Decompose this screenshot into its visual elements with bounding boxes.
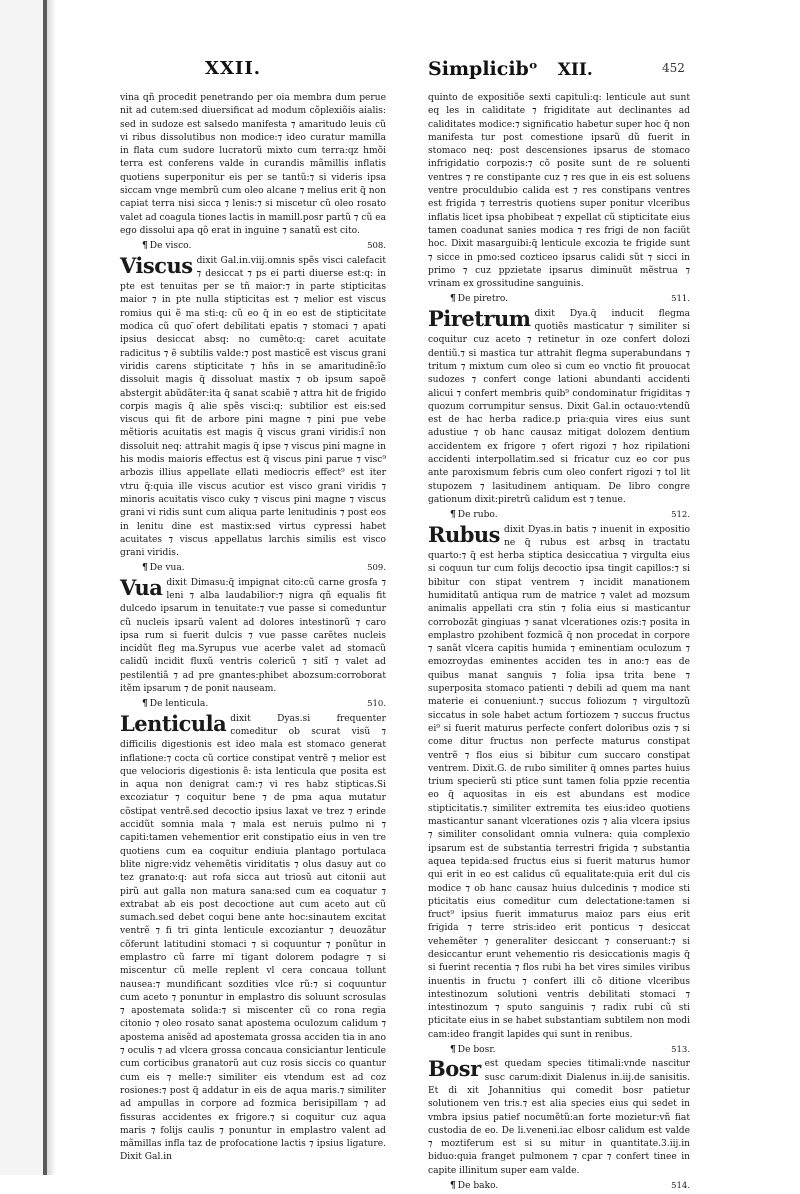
entry-heading: De lenticula. [149,699,209,710]
pilcrow-icon: ¶ [142,240,148,252]
entry-text: dixit Dyas.si frequenter comeditur ob scurat visũ ⁊ difficilis digestionis est ideo mala est stomaco generat inflatione:⁊ cocta cũ cortice constipat ventrẽ ⁊ melior est que velocioris digestionis ẽ: ista lenticula que posita est in aqua non denigrat cam:⁊ vi res habz stipticas.Si excoziatur ⁊ coquitur bene ⁊ de pma aqua mutatur cõstipat ventrẽ.sed decoctio ipsius laxat ve trez ⁊ erinde accidũt somnia mala ⁊ mala est neruis pulmo ni ⁊ capiti:tamen vehementior erit constipatio eius in ven tre quotiens cum ea coquitur endiuia plantago portulaca blite nigre:vidz vehemẽtis viriditatis ⁊ olus dasuy aut co tez granato:q: aut rofa sicca aut triosũ aut citonii aut pirũ aut galla non matura sana:sed cum ea coquatur ⁊ extrabat ab eis post decoctione aut cum aceto aut cũ sumach.sed debet coqui bene ante hoc:sinautem excitat ventrẽ ⁊ fi tri ginta lenticule excoziantur ⁊ deuozãtur cõferunt latitudini stomaci ⁊ si coquuntur ⁊ ponũtur in emplastro cũ farre mi tigant dolorem podagre ⁊ si miscentur cũ melle replent vl cera concaua tollunt nausea:⁊ mundificant sozdities vlce rũ:⁊ si coquuntur cum aceto ⁊ ponuntur in emplastro dis soluunt scrosulas ⁊ apostemata solida:⁊ si miscenter cũ co rona regia citonio ⁊ oleo rosato sanat apostema oculozum calidum ⁊ apostema anisẽd ad apostemata grossa acciden tia in ano ⁊ oculis ⁊ ad vlcera grossa concaua consiciantur lenticule cum corticibus granatorũ aut cuz rosis siccis co quantur cum eis ⁊ melle:⁊ similiter eis vtendum est ad coz rosiones:⁊ post q̃ addatur in eis de aqua maris.⁊ similiter ad ampullas in corpore ad fozmica berisipillam ⁊ ad fissuras accidentes ex frigore.⁊ si coquitur cuz aqua maris ⁊ folijs caulis ⁊ ponuntur in emplastro valent ad mãmillas infla taz de profocatione lactis ⁊ ipsius ligature. Dixit Gal.in [120,713,386,1163]
entry-text: dixit Dyas.in batis ⁊ inuenit in expositio ne q̃ rubus est arbsq in tractatu quarto:⁊ q̃ est herba stiptica desiccatiua ⁊ virgulta eius si coquun tur cum folijs decoctio ipsa tingit capillos:⁊ si bibitur con stipat ventrem ⁊ incidit manationem humiditatũ antiqua rum de matrice ⁊ valet ad mozsum animalis appellati cra stin ⁊ folia eius si masticantur corrobozãt gingiuas ⁊ sanat vlcerationes ozis:⁊ posita in emplastro pzohibent fozmicã q̃ non procedat in corpore ⁊ sanãt vlcera capitis humida ⁊ eminentiam oculozum ⁊ emozroydas eminentes acciden tes in ano:⁊ eas de quibus manat sanguis ⁊ folia ipsa trita bene ⁊ superposita stomaco patienti ⁊ debili ad quem ma nant materie ei conueniunt.⁊ succus foliozum ⁊ virgultozũ siccatus in sole habet actum fortiozem ⁊ succus fructus ei⁹ si fuerit maturus perfecte confert doloribus ozis ⁊ si come ditur fructus non perfecte maturus constipat ventrẽ ⁊ flos eius si bibitur cum succaro constipat ventrem. Dixit.G. de rubo similiter q̃ omnes partes huius trium specierũ sti ptice sunt tamen folia ppzie recentia eo q̃ aquositas in eis est abundans est modice stipticitatis.⁊ similiter extremita tes eius:ideo quotiens masticantur sanant vlcerationes ozis ⁊ alia vlcera ipsius ⁊ similiter consolidant omnia vulnera: quia complexio ipsarum est de substantia terrestri frigida ⁊ substantia aquea tepida:sed fructus eius si fuerit maturus humor qui erit in eo est calidus cũ equalitate:quia erit dul cis modice ⁊ ob hanc causaz huius dulcedinis ⁊ modice sti pticitatis eius comeditur cum delectatione:tamen si fruct⁹ ipsius fuerit immaturus maioz pars eius erit frigida ⁊ terre stris:ideo erit ponticus ⁊ desiccat vehemẽter ⁊ generaliter desiccant ⁊ conseruant:⁊ si desiccantur erunt vehementio ris desiccationis magis q̃ si fuerint recentia ⁊ flos rubi ha bet vires similes viribus inuentis in fructu ⁊ confert illi cõ ditione vlceribus intestinozum solutioni ventris debilitati stomaci ⁊ intestinozum ⁊ sputo sanguinis ⁊ radix rubi cũ sti pticitate eius in se habet substantiam subtilem non modi cam:ideo frangit lapides qui sunt in renibus. [428,524,690,1040]
entry-heading: De visco. [149,241,192,252]
entry-heading: De bosr. [457,1045,496,1056]
entry-rubus [428,521,690,1043]
entry-keyword: Bosr [428,1056,481,1082]
folio-number: 452 [662,61,685,75]
running-header-right [428,58,593,80]
text-column-left [120,92,386,1166]
entry-keyword: Piretrum [428,305,531,331]
entry-marker-509 [120,561,386,575]
entry-heading: De vua. [149,563,185,574]
entry-piretrum [428,305,690,507]
entry-marker-512 [428,508,690,522]
entry-number: 513. [671,1045,690,1056]
running-header-left: XXII. [205,58,262,79]
entry-lenticula [120,710,386,1165]
pilcrow-icon: ¶ [450,293,456,305]
entry-marker-508 [120,239,386,253]
running-header-title: Simplicibᵒ [428,58,538,80]
entry-number: 509. [367,563,386,574]
text-column-right [428,92,690,1194]
entry-heading: De bako. [457,1181,499,1192]
entry-keyword: Viscus [120,252,193,278]
entry-number: 508. [367,241,386,252]
entry-marker-514 [428,1179,690,1193]
pilcrow-icon: ¶ [450,509,456,521]
entry-number: 510. [367,699,386,710]
entry-text: dixit Dya.q̃ inducit flegma quotiẽs masticatur ⁊ similiter si coquitur cuz aceto ⁊ retinetur in oze confert dolozi dentiũ.⁊ si mastica tur attrahit flegma superabundans ⁊ tritum ⁊ mixtum cum oleo si cum eo vnctio fit prouocat sudozes ⁊ confert conge lationi abundanti accidenti alicui ⁊ confert membris quib⁹ condominatur frigiditas ⁊ quozum corrumpitur sensus. Dixit Gal.in octauo:vtendũ est de hac herba radice.p pria:quia vires eius sunt adustiue ⁊ ob hanc causaz mitigat dolozem dentium accidentem ex frigore ⁊ ofert rigozi ⁊ hoz ripilationi accidenti interpollatim.sed si fricatur cuz eo cor pus ante paroxismum febris cum oleo confert rigozi ⁊ tol lit stupozem ⁊ lasitudinem antiquam. De libro congre gationum dixit:piretrũ calidum est ⁊ tenue. [428,308,690,505]
entry-marker-513 [428,1043,690,1057]
entry-number: 514. [671,1181,690,1192]
pilcrow-icon: ¶ [450,1180,456,1192]
entry-text: dixit Dimasu:q̃ impignat cito:cũ carne grosfa ⁊ leni ⁊ alba laudabilior:⁊ nigra qñ equalis fit dulcedo ipsarum in tenuitate:⁊ vue passe si comeduntur cũ nucleis ipsarũ valent ad dolores intestinorũ ⁊ caro ipsa rum si fuerit dulcis ⁊ vue passe carẽtes nucleis incidũt fleg ma.Syrupus vue acerbe valet ad stomacũ calidũ incidit fluxũ ventris colericũ ⁊ sitĩ ⁊ valet ad pestilentiã ⁊ ad pre gnantes:phibet abozsum:corroborat itẽm ipsarum ⁊ de ponit nauseam. [120,577,386,695]
entry-text: dixit Gal.in.viij.omnis spẽs visci calefacit ⁊ desiccat ⁊ ps ei parti diuerse est:q: in pte est tenuitas per se tñ maior:⁊ in parte stipticitas maior ⁊ in pte nulla stipticitas est ⁊ melior est viscus romius qui ẽ ma sti:q: cũ eo q̃ in eo est de stipticitate modica cũ quo ̃ofert debilitati epatis ⁊ stomaci ⁊ apati ipsius desiccat absq: no cumẽto:q: caret acuitate radicitus ⁊ ẽ subtilis valde:⁊ post masticẽ est viscus grani viridis carens stipticitate ⁊ hñs in se amaritudinẽ:ĩo dissoluit magis q̃ dissoluat mastix ⁊ ob ipsum sapoẽ abstergit abũdãter:ita q̃ sanat scabiẽ ⁊ attra hit de frigido corpis magis q̃ alie spẽs visci:q: subtilior est eis:sed viscus qui fit de arbore pini magne ⁊ pini pue vebe mẽtioris acuitatis est magis q̃ viscus grani viridis:ĩ non dissoluit neq: attrahit magis q̃ ipse ⁊ viscus pini magne in his modis maioris effectus est q̃ viscus pini parue ⁊ visc⁹ arbozis illius appellate ellati mediocris effect⁹ est iter vtru q̃:quia ille viscus acutior est visco grani viridis ⁊ minoris acuitatis visco cuky ⁊ viscus pini magne ⁊ viscus grani vi ridis sunt cum aliqua parte lenitudinis ⁊ post eos in lenitu dine est mastix:sed virtus cypressi habet acuitates ⁊ viscus appellatus larchis similis est visco grani viridis. [120,255,386,559]
page-left-margin [0,0,43,1175]
entry-keyword: Rubus [428,521,500,547]
pilcrow-icon: ¶ [450,1044,456,1056]
entry-marker-510 [120,697,386,711]
entry-viscus [120,252,386,561]
entry-number: 511. [671,294,690,305]
continued-paragraph: quinto de expositiõe sexti capituli:q: lenticule aut sunt eq les in caliditate ⁊ frigiditate aut declinantes ad caliditates modice:⁊ significatio habetur super hoc q̃ non manifesta tur post comestione ipsarũ dũ fuerit in stomaco neq: post descensiones ipsarus de stomaco infrigidatio corpozis:⁊ cõ posite sunt de re soluenti ventres ⁊ re constipante cuz ⁊ res que in eis est soluens ventre proculdubio calida est ⁊ res constipans ventres est frigida ⁊ terrestris quotiens super ponitur vlceribus inflatis licet ipsa phobibeat ⁊ expellat cũ stipticitate eius tamen coadunat sanies modica ⁊ res frigi de non faciũt hoc. Dixit masarguibi:q̃ lenticule excozia te frigide sunt ⁊ sicce in pmo:sed cozticeo ipsarus calidi sũt ⁊ sicci in primo ⁊ cuz ppzietate ipsarus diminuũt mẽstrua ⁊ vrinam ex grossitudine sanguinis. [428,93,690,290]
entry-keyword: Lenticula [120,710,227,736]
entry-marker-511 [428,292,690,306]
running-header-number: XII. [557,60,593,80]
entry-text: est quedam species titimali:vnde nascitur susc carum:dixit Dialenus in.iij.de sanisitis. Et di xit Johannitius qui comedit bosr patietur solutionem ven tris.⁊ est alia species eius qui sedet in vmbra ipsius patief nocumẽtũ:an forte mozietur:vñ fiat custodia de eo. De li.veneni.iac elbosr calidum est valde ⁊ moztiferum est si su mitur in quantitate.3.iij.in biduo:quia franget pulmonem ⁊ cpar ⁊ confert tinee in capite illinitum super eam valde. [428,1059,690,1176]
entry-heading: De piretro. [457,294,509,305]
pilcrow-icon: ¶ [142,562,148,574]
entry-heading: De rubo. [457,510,498,521]
pilcrow-icon: ¶ [142,698,148,710]
entry-vua [120,574,386,697]
entry-keyword: Vua [120,574,163,600]
entry-number: 512. [671,510,690,521]
entry-bosr [428,1058,690,1178]
continued-paragraph: vina qñ procedit penetrando per oia membra dum perue nit ad cutem:sed diuersificat ad modum cõplexiõis aialis: sed in sudoze est salsedo manifesta ⁊ amaritudo leuis cũ vi ribus dissolutibus non modice:⁊ ideo curatur mamilla in flata cum sudore lucratorũ mixto cum terra:qz hmõi terra est conferens valde in curandis mãmillis inflatis quotiens superponitur eis per se tantũ:⁊ si videris ipsa siccam vnge membrũ cum oleo alcane ⁊ melius erit q̃ non capiat terra nisi sicca ⁊ lenis:⁊ si miscetur cũ oleo rosato valet ad coagula tiones lactis in mamill.posr partũ ⁊ cũ ea ego dissolui apa qõ erat in inguine ⁊ sanatũ est cito. [120,93,386,236]
binding-shadow [47,0,56,1175]
